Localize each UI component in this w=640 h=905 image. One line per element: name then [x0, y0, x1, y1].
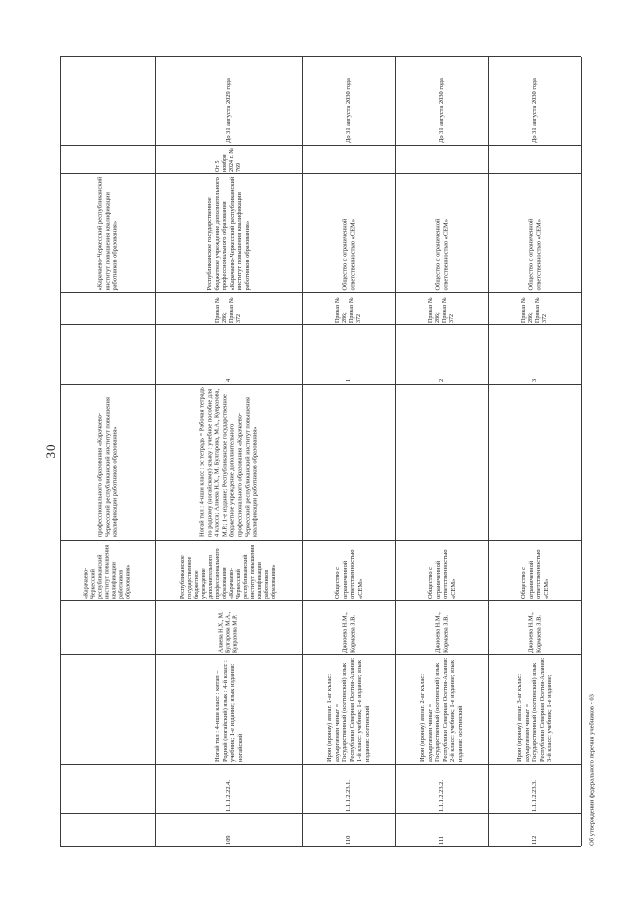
page-number: 30: [43, 443, 58, 459]
row111-code: 1.1.1.2.23.2.: [437, 779, 445, 812]
row112-order: Приказ № 286; Приказ № 372: [520, 297, 548, 323]
row112-publisher: Общество с ограниченной ответственностью «СЕМ»: [519, 549, 550, 599]
row111-number: 111: [437, 835, 445, 845]
row110-organization: Общество с ограниченной ответственностью «СЕМ»: [340, 218, 356, 290]
row109-code: 1.1.1.2.22.4.: [224, 779, 232, 812]
row0-col8: «Карачаево-Черкесский республиканский институт повышения квалификации работников образования»: [96, 176, 119, 290]
row111-authors: Джиоева Н.М., Кормаева З.В.: [433, 612, 449, 653]
row110-publisher: Общество с ограниченной ответственностью «СЕМ»: [333, 549, 364, 599]
row111-title: Ирон (иронау) ӕвзаг. 2-аг кълас: ахуыргӕнӕн чиныг = Государственный (осетинский) язык Республики Северная Осетия-Алания: 2-й класс: учебник; 1-е издание; язык издания: осетинский: [418, 657, 464, 762]
row110-number: 110: [344, 835, 352, 845]
row111-deadline: До 31 августа 2030 года: [437, 78, 445, 143]
row0-col7: профессионального образования «Карачаево-Черкесский республиканский институт повышения квалификации работников образования»: [96, 397, 119, 537]
row111-grade: 2: [437, 378, 445, 382]
row109-organization: Республиканское государственное бюджетное учреждение дополнительного профессионального образования «Карачаево-Черкесский республиканский институт повышения квалификации работников образования»: [205, 176, 251, 290]
row110-code: 1.1.1.2.23.1.: [344, 779, 352, 812]
row110-title: Ирон (иронау) ӕвзаг. 1-аг кълас: ахуыргӕнӕн чиныг = Государственный (осетинский) язык Республики Северная Осетия-Алания: 1-й класс: учебник; 1-е издание; язык издания: осетинский: [325, 657, 371, 762]
row110-authors: Джиоева Н.М., Кормаева З.В.: [340, 612, 356, 653]
row109-authors: Алиева Н.Х., М. Булгарова М.А., Кувразова М.Р.: [218, 611, 238, 653]
row109-grade: 4: [224, 378, 232, 382]
row112-number: 112: [530, 835, 538, 845]
row111-order: Приказ № 286; Приказ № 372: [427, 297, 455, 323]
row109-workbook: Ногай тил : 4-нши класс : эс тетрадь = Рабочая тетрадь по родному (ногайскому) языку : учебное пособие для 4 класса; Алиева Н.Х., М. Булгарова, М.А., Кувразова, М.Р.; 1-е издание; Республиканское государственное бюджетное учреждение дополнительного профессионального образования «Карачаево-Черкесский республиканский институт повышения квалификации работников образования»: [198, 387, 259, 537]
row109-title: Ногай тил : 4-нши класс : китап – Родной (ногайский) язык : 4-й класс : учебник; 1-е издание; язык издания: ногайский: [213, 660, 244, 762]
row109-order: Приказ № 286; Приказ № 372: [214, 297, 242, 323]
row112-code: 1.1.1.2.23.3.: [530, 779, 538, 812]
row110-order: Приказ № 286; Приказ № 372: [334, 297, 362, 323]
row111-organization: Общество с ограниченной ответственностью «СЕМ»: [433, 218, 449, 290]
row110-deadline: До 31 августа 2030 года: [344, 78, 352, 143]
row111-publisher: Общество с ограниченной ответственностью «СЕМ»: [426, 549, 457, 599]
row112-title: Ирон (иронау) ӕвзаг. 3-аг кълас: ахуыргӕнӕн чиныг = Государственный (осетинский) язык Республики Северная Осетия-Алания: 3-й класс: учебник; 1-е издание;: [515, 657, 553, 762]
row112-deadline: До 31 августа 2030 года: [530, 78, 538, 143]
textbook-table: [60, 56, 581, 846]
row0-col5: «Карачаево-Черкесский республиканский институт повышения квалификации работников образования»: [83, 544, 131, 599]
footer-note: Об утверждении федерального перечня учебников - 03: [588, 694, 596, 846]
row109-number: 109: [224, 834, 232, 845]
row112-organization: Общество с ограниченной ответственностью «СЕМ»: [526, 218, 542, 290]
row109-deadline: До 31 августа 2029 года: [224, 78, 232, 143]
row110-grade: 1: [344, 378, 352, 382]
row112-authors: Джиоева Н.М., Кормаева З.В.: [526, 612, 542, 653]
row109-publisher: Республиканское государственное бюджетное учреждение дополнительного профессионального образования «Карачаево-Черкесский республиканский институт повышения квалификации работников образования»: [179, 544, 277, 599]
row112-grade: 3: [530, 378, 538, 382]
row109-date: От 5 ноября 2024 г. № 769: [214, 147, 242, 172]
